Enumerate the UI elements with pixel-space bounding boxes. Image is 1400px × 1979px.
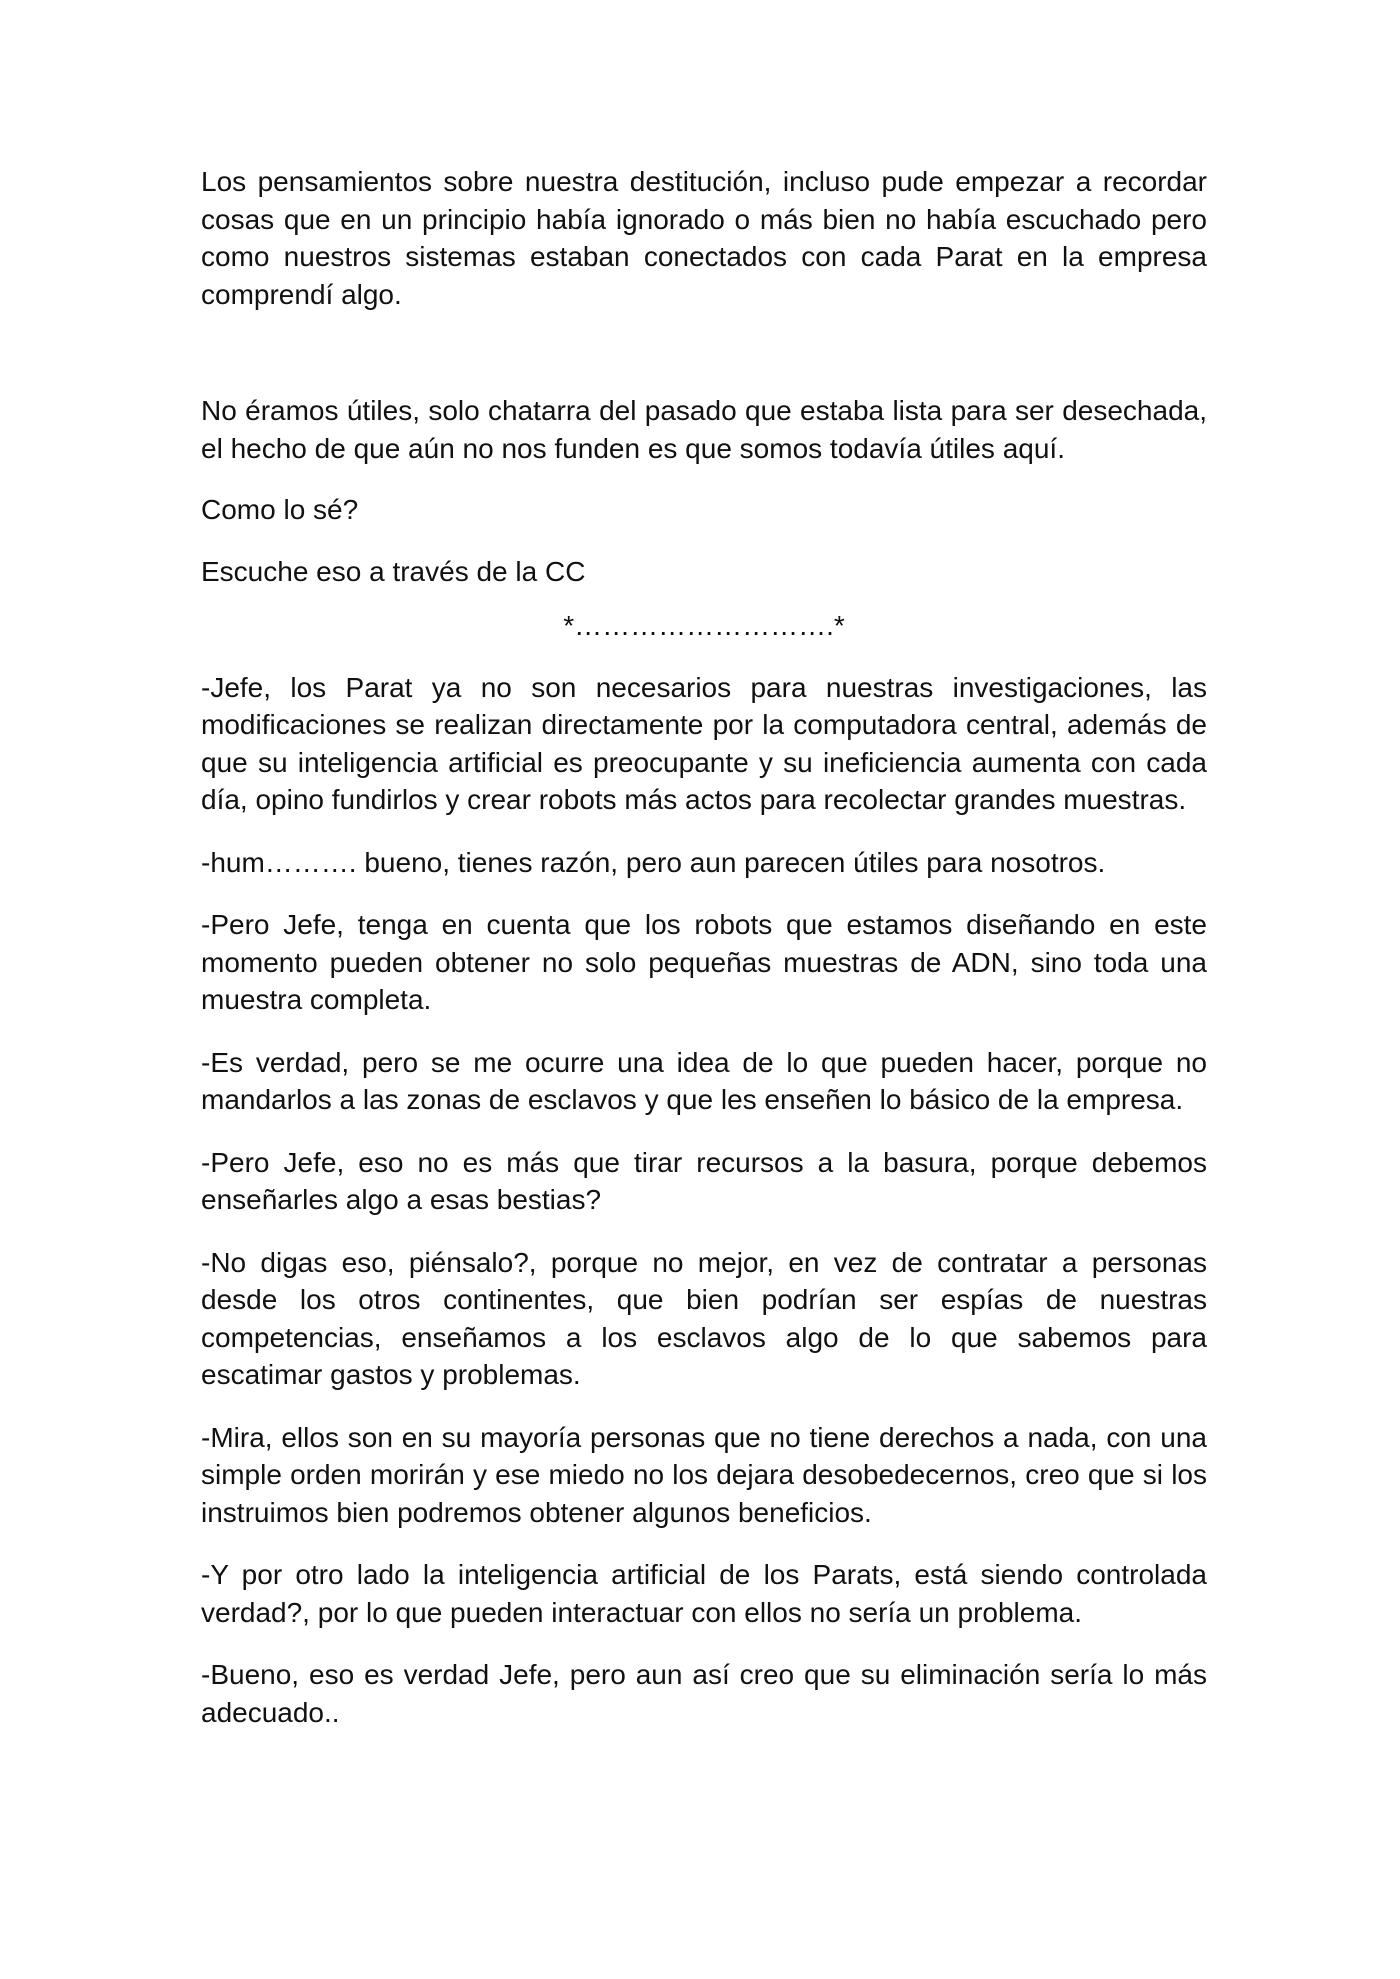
paragraph-5: -Jefe, los Parat ya no son necesarios para nuestras investigaciones, las modificaciones se realizan directamente por la computadora central, además de que su inteligencia artificial es preocupante y su ineficiencia aumenta con cada día, opino fundirlos y crear robots más actos para recolectar grandes muestras. xyxy=(201,671,1207,815)
paragraph-6: -hum………. bueno, tienes razón, pero aun parecen útiles para nosotros. xyxy=(201,846,1106,878)
paragraph-1: Los pensamientos sobre nuestra destitución, incluso pude empezar a recordar cosas que en un principio había ignorado o más bien no había escuchado pero como nuestros sistemas estaban conectados con cada Parat en la empresa comprendí algo. xyxy=(201,166,1207,310)
paragraph-8: -Es verdad, pero se me ocurre una idea de lo que pueden hacer, porque no mandarlos a las zonas de esclavos y que les enseñen lo básico de la empresa. xyxy=(201,1046,1207,1115)
paragraph-12: -Y por otro lado la inteligencia artificial de los Parats, está siendo controlada verdad?, por lo que pueden interactuar con ellos no sería un problema. xyxy=(201,1559,1207,1628)
paragraph-10: -No digas eso, piénsalo?, porque no mejor, en vez de contratar a personas desde los otros continentes, que bien podrían ser espías de nuestras competencias, enseñamos a los esclavos algo de lo que sabemos para escatimar gastos y problemas. xyxy=(201,1246,1207,1390)
paragraph-4: Escuche eso a través de la CC xyxy=(201,555,586,587)
paragraph-3: Como lo sé? xyxy=(201,494,359,525)
document-body xyxy=(201,163,1207,1731)
paragraph-2: No éramos útiles, solo chatarra del pasado que estaba lista para ser desechada, el hecho de que aún no nos funden es que somos todavía útiles aquí. xyxy=(201,395,1207,464)
scene-separator: *……………………….* xyxy=(563,610,845,641)
paragraph-11: -Mira, ellos son en su mayoría personas que no tiene derechos a nada, con una simple orden morirán y ese miedo no los dejara desobedecernos, creo que si los instruimos bien podremos obtener algunos beneficios. xyxy=(201,1421,1207,1528)
paragraph-7: -Pero Jefe, tenga en cuenta que los robots que estamos diseñando en este momento pueden obtener no solo pequeñas muestras de ADN, sino toda una muestra completa. xyxy=(201,909,1207,1015)
paragraph-9: -Pero Jefe, eso no es más que tirar recursos a la basura, porque debemos enseñarles algo a esas bestias? xyxy=(201,1146,1207,1215)
paragraph-13: -Bueno, eso es verdad Jefe, pero aun así creo que su eliminación sería lo más adecuado.. xyxy=(201,1659,1207,1728)
